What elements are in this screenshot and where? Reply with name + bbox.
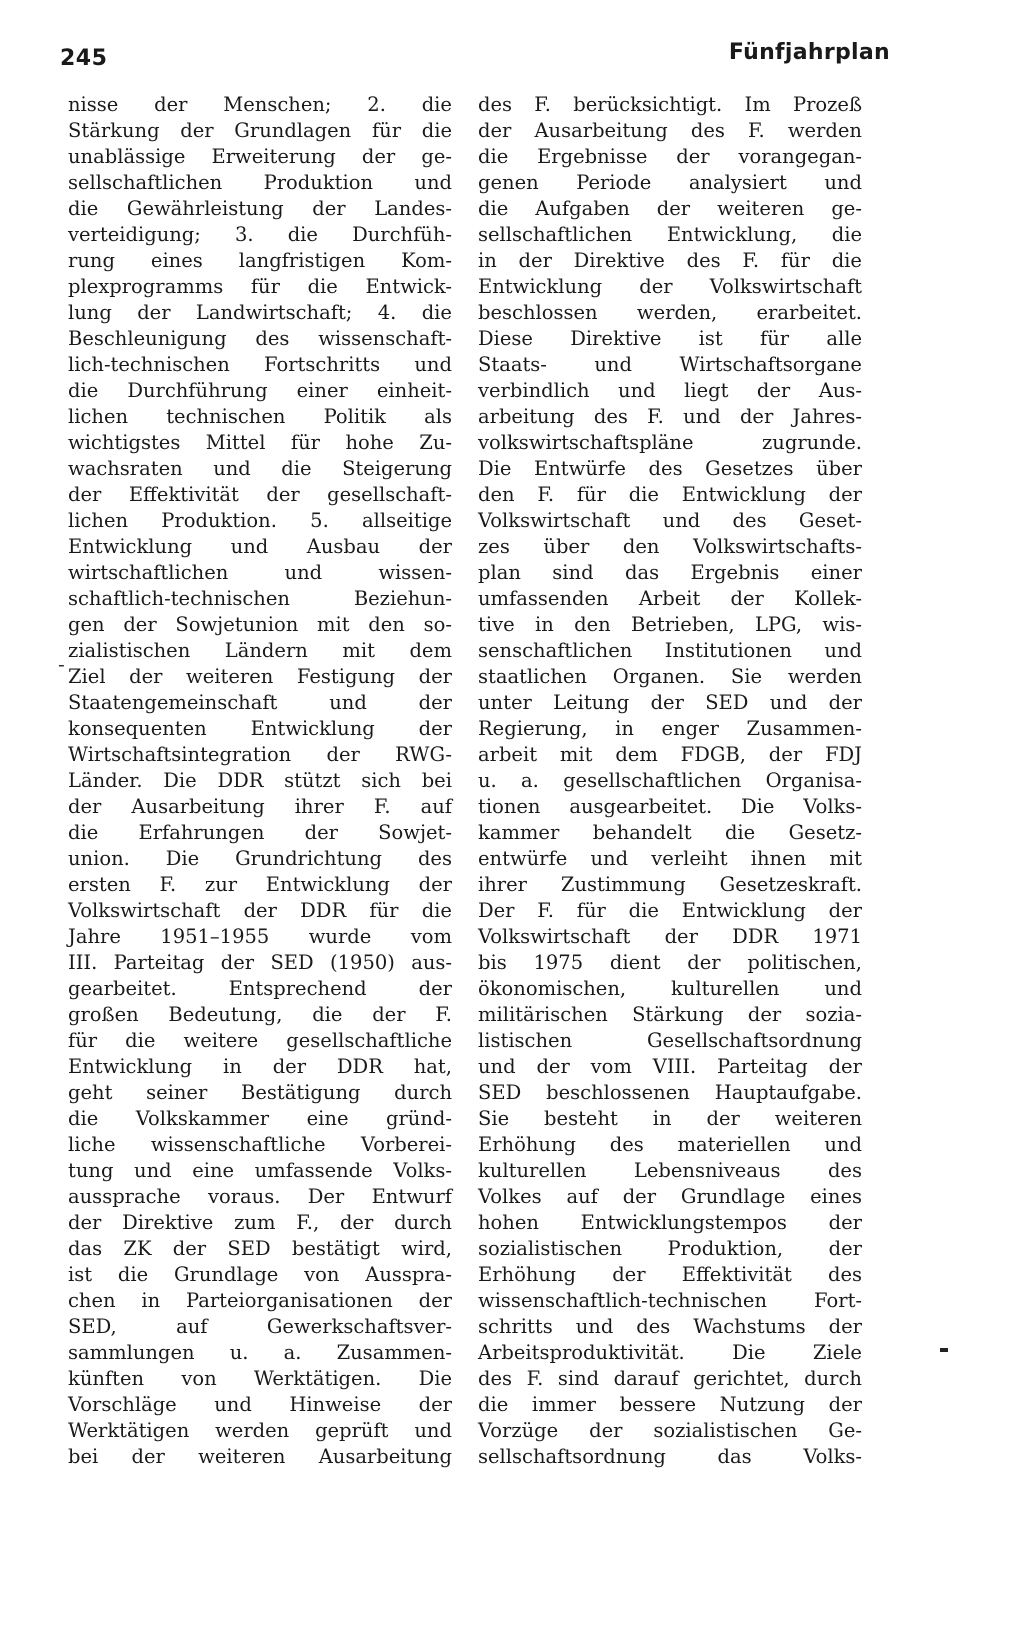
text-line: schritts und des Wachstums der [478, 1315, 862, 1338]
text-line: Staats- und Wirtschaftsorgane [478, 353, 862, 376]
text-line: die Erfahrungen der Sowjet- [68, 821, 452, 844]
text-line: in der Direktive des F. für die [478, 249, 862, 272]
text-line: hohen Entwicklungstempos der [478, 1211, 862, 1234]
text-line: gen der Sowjetunion mit den so- [68, 613, 452, 636]
text-line: die Ergebnisse der vorangegan- [478, 145, 862, 168]
text-line: Arbeitsproduktivität. Die Ziele [478, 1341, 862, 1364]
text-line: Entwicklung in der DDR hat, [68, 1055, 452, 1078]
text-line: beschlossen werden, erarbeitet. [478, 301, 862, 324]
text-line: staatlichen Organen. Sie werden [478, 665, 862, 688]
text-line: verbindlich und liegt der Aus- [478, 379, 862, 402]
text-line: Vorzüge der sozialistischen Ge- [478, 1419, 862, 1442]
text-line: unablässige Erweiterung der ge- [68, 145, 452, 168]
margin-dash: - [58, 652, 65, 676]
text-line: wachsraten und die Steigerung [68, 457, 452, 480]
text-line: der Ausarbeitung des F. werden [478, 119, 862, 142]
text-line: der Direktive zum F., der durch [68, 1211, 452, 1234]
text-line: ersten F. zur Entwicklung der [68, 873, 452, 896]
text-line: union. Die Grundrichtung des [68, 847, 452, 870]
text-line: großen Bedeutung, die der F. [68, 1003, 452, 1026]
text-line: konsequenten Entwicklung der [68, 717, 452, 740]
text-line: Der F. für die Entwicklung der [478, 899, 862, 922]
running-head: Fünfjahrplan [728, 40, 890, 65]
text-line: genen Periode analysiert und [478, 171, 862, 194]
text-line: arbeitung des F. und der Jahres- [478, 405, 862, 428]
text-line: geht seiner Bestätigung durch [68, 1081, 452, 1104]
text-line: sammlungen u. a. Zusammen- [68, 1341, 452, 1364]
right-column [478, 92, 862, 1470]
text-line: u. a. gesellschaftlichen Organisa- [478, 769, 862, 792]
text-line: für die weitere gesellschaftliche [68, 1029, 452, 1052]
text-line: Wirtschaftsintegration der RWG- [68, 743, 452, 766]
text-line: plexprogramms für die Entwick- [68, 275, 452, 298]
text-line: der Effektivität der gesellschaft- [68, 483, 452, 506]
text-line: lichen Produktion. 5. allseitige [68, 509, 452, 532]
text-line: schaftlich-technischen Beziehun- [68, 587, 452, 610]
text-line: ihrer Zustimmung Gesetzeskraft. [478, 873, 862, 896]
text-line: arbeit mit dem FDGB, der FDJ [478, 743, 862, 766]
text-line: nisse der Menschen; 2. die [68, 93, 452, 116]
text-line: wissenschaftlich-technischen Fort- [478, 1289, 862, 1312]
text-line: wichtigstes Mittel für hohe Zu- [68, 431, 452, 454]
page-number: 245 [60, 46, 108, 71]
text-line: die Durchführung einer einheit- [68, 379, 452, 402]
text-line: senschaftlichen Institutionen und [478, 639, 862, 662]
text-line: militärischen Stärkung der sozia- [478, 1003, 862, 1026]
text-line: der Ausarbeitung ihrer F. auf [68, 795, 452, 818]
margin-dot [940, 1348, 948, 1352]
text-line: Entwicklung der Volkswirtschaft [478, 275, 862, 298]
text-line: sellschaftlichen Produktion und [68, 171, 452, 194]
text-line: rung eines langfristigen Kom- [68, 249, 452, 272]
text-line: des F. berücksichtigt. Im Prozeß [478, 93, 862, 116]
text-line: sozialistischen Produktion, der [478, 1237, 862, 1260]
text-line: das ZK der SED bestätigt wird, [68, 1237, 452, 1260]
text-line: Ziel der weiteren Festigung der [68, 665, 452, 688]
text-line: aussprache voraus. Der Entwurf [68, 1185, 452, 1208]
text-line: kammer behandelt die Gesetz- [478, 821, 862, 844]
text-line: Länder. Die DDR stützt sich bei [68, 769, 452, 792]
left-column [68, 92, 452, 1470]
text-line: ökonomischen, kulturellen und [478, 977, 862, 1000]
text-line: umfassenden Arbeit der Kollek- [478, 587, 862, 610]
text-line: SED, auf Gewerkschaftsver- [68, 1315, 452, 1338]
text-line: und der vom VIII. Parteitag der [478, 1055, 862, 1078]
text-line: die Gewährleistung der Landes- [68, 197, 452, 220]
text-line: zes über den Volkswirtschafts- [478, 535, 862, 558]
text-line: Regierung, in enger Zusammen- [478, 717, 862, 740]
text-line: tung und eine umfassende Volks- [68, 1159, 452, 1182]
text-line: Beschleunigung des wissenschaft- [68, 327, 452, 350]
text-line: Diese Direktive ist für alle [478, 327, 862, 350]
text-line: unter Leitung der SED und der [478, 691, 862, 714]
text-line: Volkswirtschaft und des Geset- [478, 509, 862, 532]
text-line: Staatengemeinschaft und der [68, 691, 452, 714]
text-line: plan sind das Ergebnis einer [478, 561, 862, 584]
text-line: sellschaftlichen Entwicklung, die [478, 223, 862, 246]
text-line: des F. sind darauf gerichtet, durch [478, 1367, 862, 1390]
text-line: künften von Werktätigen. Die [68, 1367, 452, 1390]
text-line: Volkes auf der Grundlage eines [478, 1185, 862, 1208]
text-line: sellschaftsordnung das Volks- [478, 1445, 862, 1468]
text-line: tive in den Betrieben, LPG, wis- [478, 613, 862, 636]
text-line: Erhöhung der Effektivität des [478, 1263, 862, 1286]
text-line: zialistischen Ländern mit dem [68, 639, 452, 662]
text-line: chen in Parteiorganisationen der [68, 1289, 452, 1312]
text-line: die Aufgaben der weiteren ge- [478, 197, 862, 220]
text-line: Volkswirtschaft der DDR 1971 [478, 925, 862, 948]
text-line: entwürfe und verleiht ihnen mit [478, 847, 862, 870]
text-line: wirtschaftlichen und wissen- [68, 561, 452, 584]
text-line: liche wissenschaftliche Vorberei- [68, 1133, 452, 1156]
text-line: den F. für die Entwicklung der [478, 483, 862, 506]
text-line: Entwicklung und Ausbau der [68, 535, 452, 558]
text-line: Vorschläge und Hinweise der [68, 1393, 452, 1416]
text-line: III. Parteitag der SED (1950) aus- [68, 951, 452, 974]
text-line: Jahre 1951–1955 wurde vom [68, 925, 452, 948]
text-line: Stärkung der Grundlagen für die [68, 119, 452, 142]
text-line: Volkswirtschaft der DDR für die [68, 899, 452, 922]
text-line: bei der weiteren Ausarbeitung [68, 1445, 452, 1468]
text-line: gearbeitet. Entsprechend der [68, 977, 452, 1000]
text-line: lich-technischen Fortschritts und [68, 353, 452, 376]
text-line: Die Entwürfe des Gesetzes über [478, 457, 862, 480]
text-line: ist die Grundlage von Ausspra- [68, 1263, 452, 1286]
text-line: volkswirtschaftspläne zugrunde. [478, 431, 862, 454]
text-line: Sie besteht in der weiteren [478, 1107, 862, 1130]
text-line: bis 1975 dient der politischen, [478, 951, 862, 974]
text-line: SED beschlossenen Hauptaufgabe. [478, 1081, 862, 1104]
text-line: verteidigung; 3. die Durchfüh- [68, 223, 452, 246]
text-line: lichen technischen Politik als [68, 405, 452, 428]
text-line: lung der Landwirtschaft; 4. die [68, 301, 452, 324]
text-line: die Volkskammer eine gründ- [68, 1107, 452, 1130]
text-line: die immer bessere Nutzung der [478, 1393, 862, 1416]
text-line: Erhöhung des materiellen und [478, 1133, 862, 1156]
text-line: listischen Gesellschaftsordnung [478, 1029, 862, 1052]
text-line: Werktätigen werden geprüft und [68, 1419, 452, 1442]
text-line: kulturellen Lebensniveaus des [478, 1159, 862, 1182]
text-line: tionen ausgearbeitet. Die Volks- [478, 795, 862, 818]
